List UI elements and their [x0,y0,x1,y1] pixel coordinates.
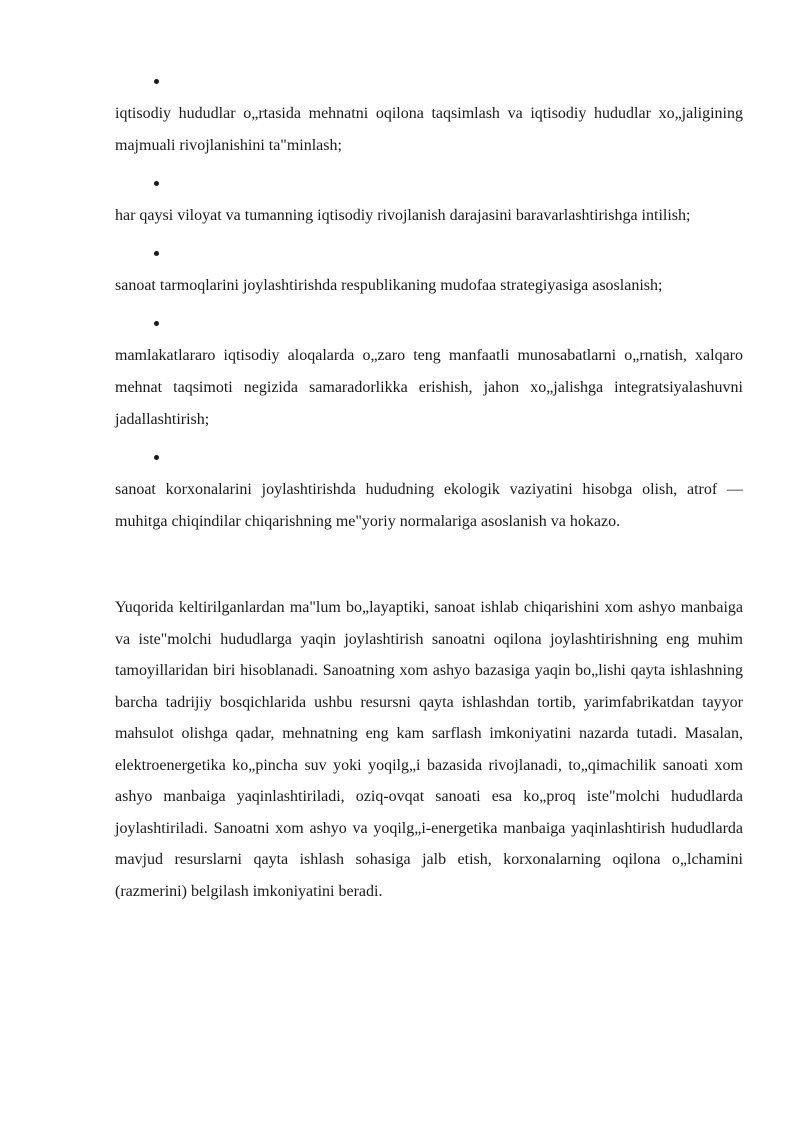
bullet-dot-icon [154,321,159,326]
list-item: har qaysi viloyat va tumanning iqtisodiy rivojlanish darajasini baravarlashtirishga intilish; [115,207,691,224]
bullet-marker [115,242,743,270]
list-item: sanoat korxonalarini joylashtirishda hududning ekologik vaziyatini hisobga olish, atrof — muhitga chiqindilar chiqarishning me"yoriy normalariga asoslanish va hokazo. [115,481,743,530]
bullet-marker [115,70,743,98]
bullet-dot-icon [154,455,159,460]
list-item: sanoat tarmoqlarini joylashtirishda respublikaning mudofaa strategiyasiga asoslanish; [115,277,663,294]
bullet-marker [115,312,743,340]
bullet-marker [115,172,743,200]
section-spacer [115,548,743,592]
bullet-dot-icon [154,251,159,256]
bullet-dot-icon [154,181,159,186]
list-item: iqtisodiy hududlar o„rtasida mehnatni oqilona taqsimlash va iqtisodiy hududlar xo„jaligining majmuali rivojlanishini ta"minlash; [115,105,743,154]
bullet-marker [115,446,743,474]
bullet-dot-icon [154,79,159,84]
document-content [115,70,743,907]
list-item: mamlakatlararo iqtisodiy aloqalarda o„zaro teng manfaatli munosabatlarni o„rnatish, xalqaro mehnat taqsimoti negizida samaradorlikka erishish, jahon xo„jalishga integratsiyalashuvni jadallashtirish; [115,347,743,428]
body-paragraph: Yuqorida keltirilganlardan ma"lum bo„layaptiki, sanoat ishlab chiqarishini xom ashyo manbaiga va iste"molchi hududlarga yaqin joylashtirish sanoatni oqilona joylashtirishning eng muhim tamoyillaridan biri hisoblanadi. Sanoatning xom ashyo bazasiga yaqin bo„lishi qayta ishlashning barcha tadrijiy bosqichlarida ushbu resursni qayta ishlashdan tortib, yarimfabrikatdan tayyor mahsulot olishga qadar, mehnatning eng kam sarflash imkoniyatini nazarda tutadi. Masalan, elektroenergetika ko„pincha suv yoki yoqilg„i bazasida rivojlanadi, to„qimachilik sanoati xom ashyo manbaiga yaqinlashtiriladi, oziq-ovqat sanoati esa ko„proq iste"molchi hududlarda joylashtiriladi. Sanoatni xom ashyo va yoqilg„i-energetika manbaiga yaqinlashtirish hududlarda mavjud resurslarni qayta ishlash sohasiga jalb etish, korxonalarning oqilona o„lchamini (razmerini) belgilash imkoniyatini beradi. [115,599,743,900]
